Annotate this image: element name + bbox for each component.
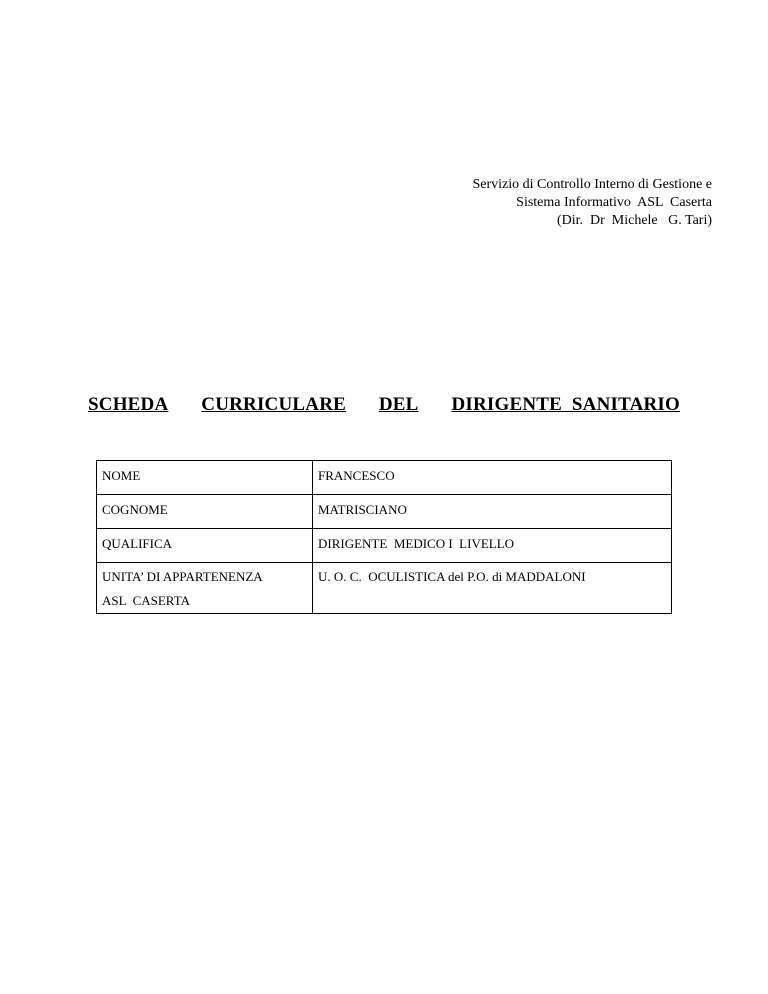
header-line-1: Servizio di Controllo Interno di Gestione e (472, 177, 712, 192)
row-label-unita-line-2: ASL CASERTA (102, 593, 190, 608)
table-row (97, 495, 672, 529)
title-word-4: DIRIGENTE SANITARIO (451, 394, 680, 415)
title-word-1: SCHEDA (88, 394, 169, 415)
row-value-nome: FRANCESCO (313, 461, 672, 495)
table-row (97, 563, 672, 614)
document-title (88, 394, 680, 416)
row-value-cognome: MATRISCIANO (313, 495, 672, 529)
row-value-unita (313, 563, 672, 614)
table-row (97, 529, 672, 563)
row-value-qualifica: DIRIGENTE MEDICO I LIVELLO (313, 529, 672, 563)
row-label-nome: NOME (97, 461, 313, 495)
header-line-3: (Dir. Dr Michele G. Tari) (556, 213, 712, 228)
title-word-3: DEL (378, 394, 419, 415)
row-label-unita-line-1: UNITA’ DI APPARTENENZA (102, 569, 263, 584)
header-line-2: Sistema Informativo ASL Caserta (516, 195, 712, 210)
row-label-unita (97, 563, 313, 614)
title-word-2: CURRICULARE (201, 394, 346, 415)
info-table (96, 460, 672, 614)
row-label-cognome: COGNOME (97, 495, 313, 529)
header-block (472, 176, 712, 230)
table-row (97, 461, 672, 495)
row-label-qualifica: QUALIFICA (97, 529, 313, 563)
row-value-unita-text: U. O. C. OCULISTICA del P.O. di MADDALONI (318, 569, 586, 584)
